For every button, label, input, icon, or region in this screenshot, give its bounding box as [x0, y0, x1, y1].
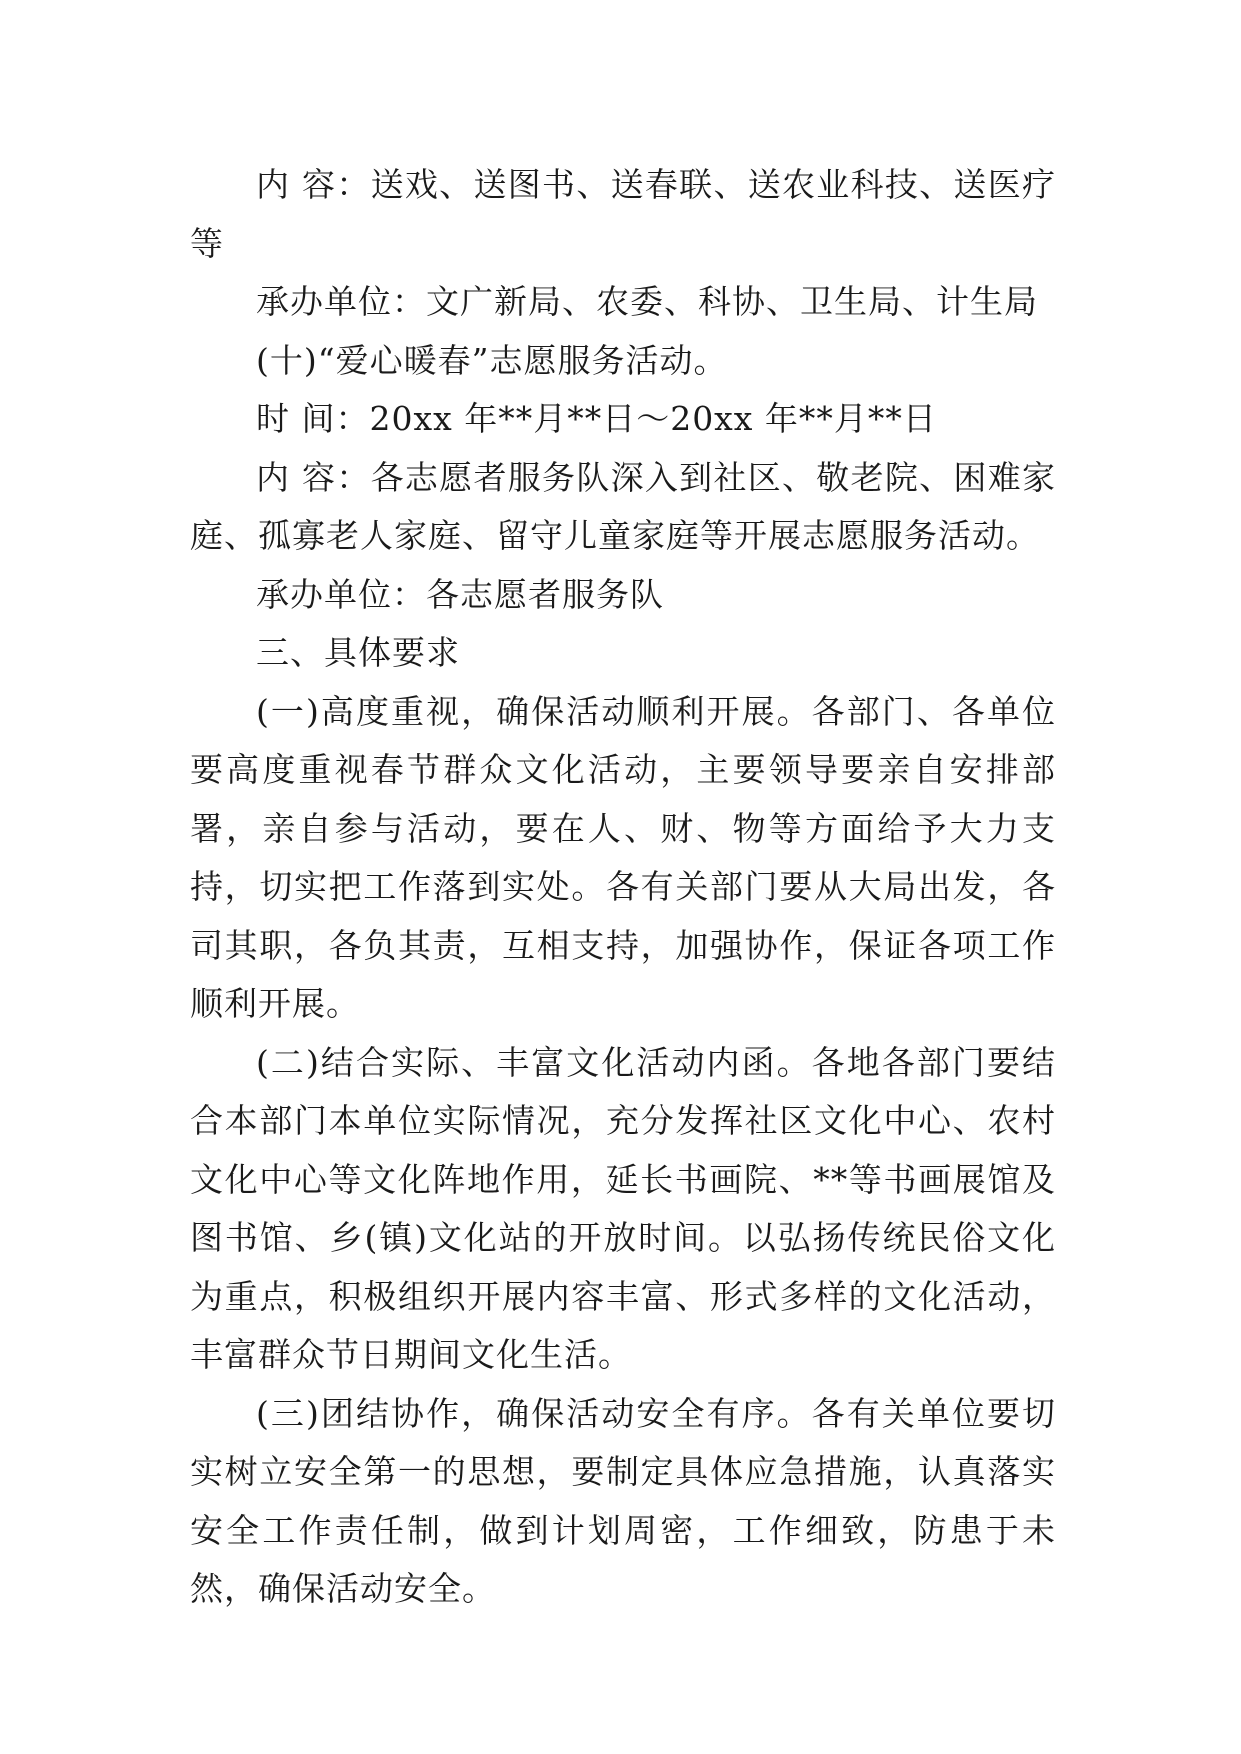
paragraph-requirement-3: (三)团结协作，确保活动安全有序。各有关单位要切实树立安全第一的思想，要制定具体应急措施，认真落实安全工作责任制，做到计划周密，工作细致，防患于未然，确保活动安全。	[190, 1393, 1056, 1608]
paragraph-heading-ten: (十)“爱心暖春”志愿服务活动。	[256, 340, 728, 380]
section-heading-requirements: 三、具体要求	[256, 633, 460, 672]
document-body	[190, 156, 1056, 1619]
paragraph-content-1: 内 容：送戏、送图书、送春联、送农业科技、送医疗等	[190, 165, 1056, 263]
paragraph-requirement-1: (一)高度重视，确保活动顺利开展。各部门、各单位要高度重视春节群众文化活动，主要领导要亲自安排部署，亲自参与活动，要在人、财、物等方面给予大力支持，切实把工作落到实处。各有关部门要从大局出发，各司其职，各负其责，互相支持，加强协作，保证各项工作顺利开展。	[190, 691, 1056, 1023]
paragraph-organizer-2: 承办单位：各志愿者服务队	[256, 574, 664, 614]
paragraph-organizer-1: 承办单位：文广新局、农委、科协、卫生局、计生局	[256, 282, 1038, 321]
paragraph-requirement-2: (二)结合实际、丰富文化活动内函。各地各部门要结合本部门本单位实际情况，充分发挥社区文化中心、农村文化中心等文化阵地作用，延长书画院、**等书画展馆及图书馆、乡(镇)文化站的开放时间。以弘扬传统民俗文化为重点，积极组织开展内容丰富、形式多样的文化活动，丰富群众节日期间文化生活。	[190, 1042, 1056, 1374]
paragraph-content-2: 内 容：各志愿者服务队深入到社区、敬老院、困难家庭、孤寡老人家庭、留守儿童家庭等开展志愿服务活动。	[190, 457, 1056, 555]
paragraph-time: 时 间：20xx 年**月**日～20xx 年**月**日	[256, 399, 937, 438]
